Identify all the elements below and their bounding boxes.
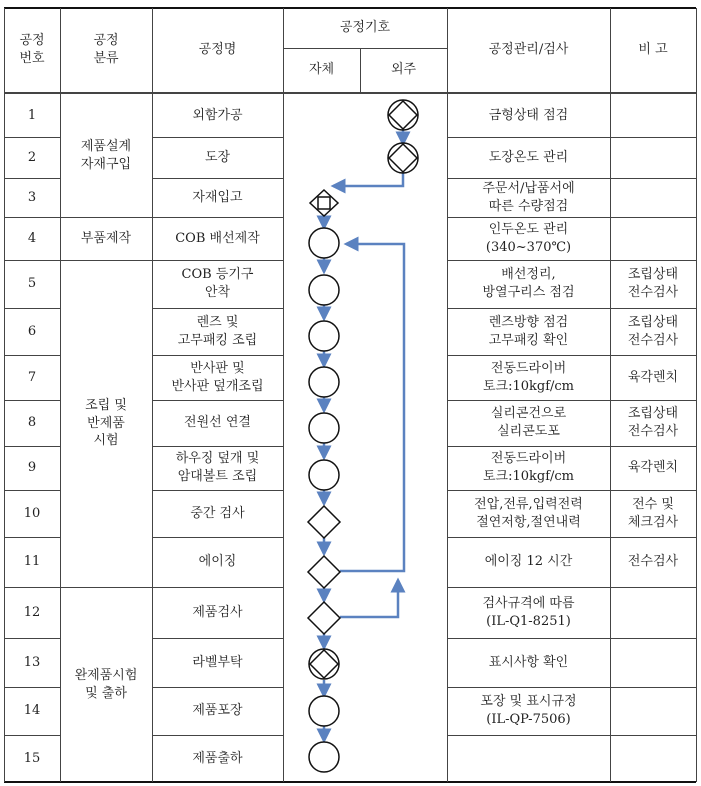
row-control: 표시사항 확인 bbox=[488, 654, 569, 670]
row-remark: 조립상태 전수검사 bbox=[627, 406, 679, 439]
row-no: 9 bbox=[27, 460, 37, 476]
row-process-name: 렌즈 및 고무패킹 조립 bbox=[177, 314, 258, 348]
inspection-diamond-icon bbox=[308, 506, 340, 538]
row-remark: 육각렌치 bbox=[627, 369, 679, 385]
header-process-symbol: 공정기호 bbox=[339, 20, 391, 36]
row-process-name: 에이징 bbox=[198, 554, 237, 570]
row-control: 전동드라이버 토크:10kgf/cm bbox=[482, 360, 575, 394]
row-control: 실리콘건으로 실리콘도포 bbox=[490, 406, 567, 439]
row-remark: 전수검사 bbox=[627, 554, 679, 570]
row-process-name: 전원선 연결 bbox=[184, 415, 251, 431]
header-self: 자체 bbox=[308, 62, 335, 78]
operation-circle-icon bbox=[309, 460, 339, 490]
header-control: 공정관리/검사 bbox=[488, 42, 569, 58]
row-control: 금형상태 점검 bbox=[488, 107, 569, 123]
row-process-name: 도장 bbox=[204, 149, 231, 165]
header-remark: 비 고 bbox=[638, 42, 668, 58]
row-remark: 조립상태 전수검사 bbox=[627, 314, 679, 348]
row-process-name: 하우징 덮개 및 암대볼트 조립 bbox=[175, 451, 260, 484]
row-remark: 육각렌치 bbox=[627, 460, 679, 476]
inspection-diamond-icon bbox=[308, 602, 340, 634]
row-no: 13 bbox=[23, 654, 41, 670]
diamond-in-circle-icon bbox=[309, 649, 339, 679]
row-process-name: 반사판 및 반사판 덮개조립 bbox=[171, 360, 264, 394]
diamond-in-circle-icon bbox=[388, 100, 418, 130]
row-control: 전압,전류,입력전력 절연저항,절연내력 bbox=[474, 496, 583, 530]
row-control: 인두온도 관리 (340~370℃) bbox=[485, 221, 572, 255]
row-process-name: 제품포장 bbox=[192, 703, 243, 719]
inspection-diamond-icon bbox=[308, 556, 340, 588]
operation-circle-icon bbox=[309, 742, 339, 772]
header-process-name: 공정명 bbox=[198, 42, 237, 58]
row-control: 포장 및 표시규정 (IL-QP-7506) bbox=[480, 694, 577, 727]
operation-circle-icon bbox=[309, 228, 339, 258]
header-outsource: 외주 bbox=[390, 62, 417, 78]
row-process-name: COB 등기구 안착 bbox=[181, 267, 254, 300]
row-control: 주문서/납품서에 따른 수량점검 bbox=[482, 180, 575, 214]
group-assembly-test: 조립 및 반제품 시험 bbox=[85, 398, 127, 449]
row-no: 6 bbox=[27, 323, 37, 339]
row-remark: 전수 및 체크검사 bbox=[627, 496, 679, 530]
operation-circle-icon bbox=[309, 696, 339, 726]
row-process-name: COB 배선제작 bbox=[175, 230, 260, 246]
operation-circle-icon bbox=[309, 367, 339, 397]
operation-circle-icon bbox=[309, 275, 339, 305]
group-final-test-shipping: 완제품시험 및 출하 bbox=[74, 667, 138, 701]
row-control: 도장온도 관리 bbox=[488, 149, 569, 165]
row-no: 3 bbox=[27, 189, 37, 205]
operation-circle-icon bbox=[309, 321, 339, 351]
row-no: 2 bbox=[27, 149, 37, 165]
row-no: 7 bbox=[27, 369, 37, 385]
group-parts-fabrication: 부품제작 bbox=[80, 230, 132, 246]
row-process-name: 외함가공 bbox=[192, 107, 243, 123]
row-process-name: 제품검사 bbox=[192, 604, 243, 620]
row-no: 10 bbox=[23, 505, 41, 521]
row-no: 5 bbox=[27, 276, 37, 292]
row-no: 12 bbox=[23, 604, 41, 620]
diamond-square-icon bbox=[310, 190, 338, 216]
diamond-in-circle-icon bbox=[388, 143, 418, 173]
row-no: 15 bbox=[23, 750, 41, 766]
row-control: 에이징 12 시간 bbox=[484, 554, 573, 570]
row-process-name: 제품출하 bbox=[192, 750, 243, 766]
row-remark: 조립상태 전수검사 bbox=[627, 267, 679, 300]
row-no: 14 bbox=[23, 703, 41, 719]
row-control: 렌즈방향 점검 고무패킹 확인 bbox=[488, 314, 569, 348]
operation-circle-icon bbox=[309, 413, 339, 443]
row-no: 11 bbox=[23, 554, 41, 570]
row-no: 4 bbox=[27, 230, 37, 246]
header-process-category: 공정 분류 bbox=[93, 33, 119, 66]
row-control: 배선정리, 방열구리스 점검 bbox=[482, 267, 575, 300]
row-no: 1 bbox=[27, 107, 37, 123]
row-control: 검사규격에 따름 (IL-Q1-8251) bbox=[482, 595, 575, 629]
header-process-no: 공정 번호 bbox=[19, 33, 45, 66]
row-process-name: 자재입고 bbox=[192, 189, 243, 205]
row-control: 전동드라이버 토크:10kgf/cm bbox=[482, 451, 575, 484]
row-process-name: 중간 검사 bbox=[190, 505, 245, 521]
group-design-purchase: 제품설계 자재구입 bbox=[80, 138, 132, 172]
row-no: 8 bbox=[27, 415, 37, 431]
row-process-name: 라벨부탁 bbox=[192, 654, 243, 670]
